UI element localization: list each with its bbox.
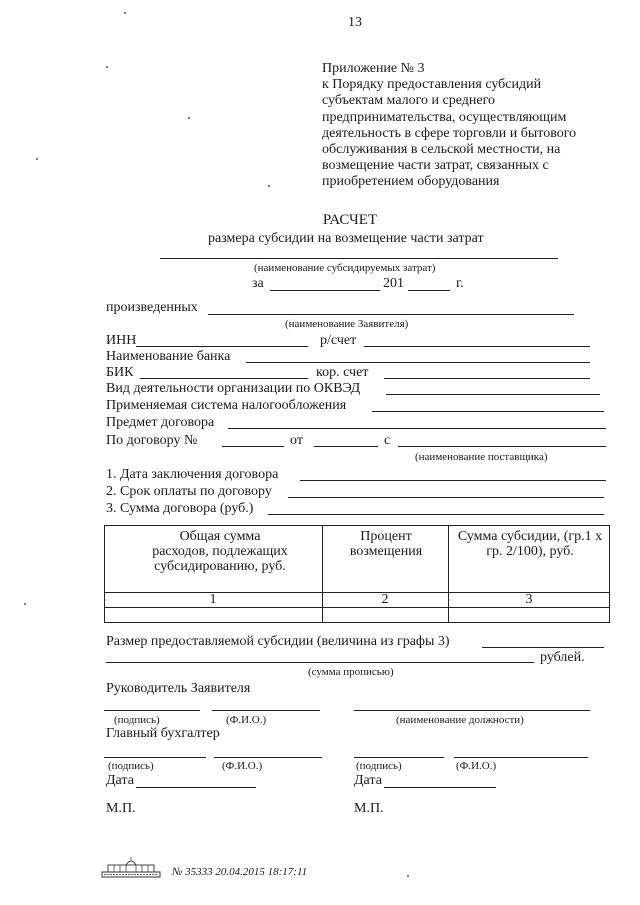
accountant-signature-line[interactable] [104,757,206,758]
account-label: р/счет [320,333,357,348]
right-signature-caption: (подпись) [356,760,402,772]
scan-speck [36,158,38,160]
accountant-label: Главный бухгалтер [106,726,220,741]
sum-in-words-line[interactable] [106,662,534,663]
with-label: с [384,433,391,448]
appendix-line: приобретением оборудования [322,174,500,190]
scan-speck [268,185,270,187]
date-right-line[interactable] [384,787,496,788]
accountant-fio-line[interactable] [214,757,322,758]
tax-line[interactable] [372,411,604,412]
head-position-line[interactable] [354,710,590,711]
document-title: РАСЧЕТ [322,212,378,228]
registry-stamp-text: № 35333 20.04.2015 18:17:11 [172,866,308,878]
table-bottom-border [104,622,610,623]
head-signature-line[interactable] [104,710,200,711]
head-position-caption: (наименование должности) [396,714,524,726]
table-col-number-3: 3 [525,592,533,607]
table-value-total[interactable] [105,608,321,621]
period-suffix: г. [456,276,464,291]
scan-speck [24,603,26,605]
date-right-label: Дата [354,773,382,788]
appendix-line: предпринимательства, осуществляющим [322,109,567,125]
costs-caption: (наименование субсидируемых затрат) [254,262,436,274]
inn-label: ИНН [106,333,137,348]
payment-term-label: 2. Срок оплаты по договору [106,484,272,499]
contract-no-label: По договору № [106,433,198,448]
supplier-caption: (наименование поставщика) [415,451,548,463]
appendix-line: Приложение № 3 [322,61,425,76]
scan-speck [188,117,190,119]
subject-label: Предмет договора [106,415,215,430]
date-left-label: Дата [106,773,134,788]
date-left-line[interactable] [136,787,256,788]
table-right-border [609,525,610,622]
seal-place-right: М.П. [354,801,384,816]
inn-line[interactable] [136,346,308,347]
appendix-line: к Порядку предоставления субсидий [322,77,542,93]
head-label: Руководитель Заявителя [106,681,251,696]
subsidy-size-label: Размер предоставляемой субсидии (величина из графы 3) [106,634,450,649]
subject-line[interactable] [228,428,606,429]
from-line[interactable] [314,446,378,447]
bank-label: Наименование банка [106,349,231,364]
table-value-percent[interactable] [323,608,447,621]
accountant-signature-caption: (подпись) [108,760,154,772]
bik-label: БИК [106,365,134,380]
contract-no-line[interactable] [222,446,284,447]
appendix-line: возмещение части затрат, связанных с [322,158,549,174]
document-subtitle: размера субсидии на возмещение части затрат [208,231,484,246]
costs-name-line[interactable] [160,258,558,259]
scan-speck [124,12,126,14]
table-header-total: Общая сумма расходов, подлежащих субсидированию, руб. [152,529,288,574]
appendix-line: деятельность в сфере торговли и бытового [322,125,577,141]
appendix-block [322,61,576,191]
corr-account-label: кор. счет [316,365,369,380]
from-label: от [290,433,303,448]
tax-label: Применяемая система налогообложения [106,398,347,413]
appendix-line: обслуживания в сельской местности, на [322,142,561,158]
contract-sum-label: 3. Сумма договора (руб.) [106,501,254,516]
period-year-line[interactable] [408,290,450,291]
rubles-label: рублей. [540,650,585,665]
table-col-number-1: 1 [209,592,217,607]
right-fio-caption: (Ф.И.О.) [456,760,497,772]
contract-sum-line[interactable] [268,514,604,515]
applicant-caption: (наименование Заявителя) [285,318,409,330]
table-top-border [104,525,610,526]
subsidy-size-line[interactable] [482,647,604,648]
table-col-number-2: 2 [381,592,389,607]
contract-date-label: 1. Дата заключения договора [106,467,279,482]
sum-caption: (сумма прописью) [308,666,394,678]
table-value-subsidy[interactable] [449,608,608,621]
table-header-subsidy: Сумма субсидии, (гр.1 х гр. 2/100), руб. [457,529,603,559]
head-fio-line[interactable] [212,710,320,711]
okved-line[interactable] [386,394,600,395]
bank-line[interactable] [246,362,590,363]
subsidy-table [104,525,610,622]
right-fio-line[interactable] [454,757,588,758]
scan-speck [106,66,108,68]
bik-line[interactable] [140,378,308,379]
appendix-line: субъектам малого и среднего [322,93,495,109]
right-signature-line[interactable] [354,757,444,758]
accountant-fio-caption: (Ф.И.О.) [222,760,263,772]
contract-date-line[interactable] [300,480,606,481]
period-month-line[interactable] [270,290,380,291]
period-year: 201 [383,276,404,291]
produced-label: произведенных [106,300,198,315]
page-number: 13 [348,15,362,30]
okved-label: Вид деятельности организации по ОКВЭД [106,381,361,396]
table-header-percent: Процент возмещения [349,529,423,559]
period-prefix: за [252,276,264,291]
applicant-line[interactable] [208,314,574,315]
registry-building-icon [100,856,162,880]
head-fio-caption: (Ф.И.О.) [226,714,267,726]
account-line[interactable] [364,346,590,347]
payment-term-line[interactable] [288,497,604,498]
corr-account-line[interactable] [384,378,590,379]
scan-speck [407,875,409,877]
supplier-line[interactable] [398,446,606,447]
head-signature-caption: (подпись) [114,714,160,726]
seal-place-left: М.П. [106,801,136,816]
